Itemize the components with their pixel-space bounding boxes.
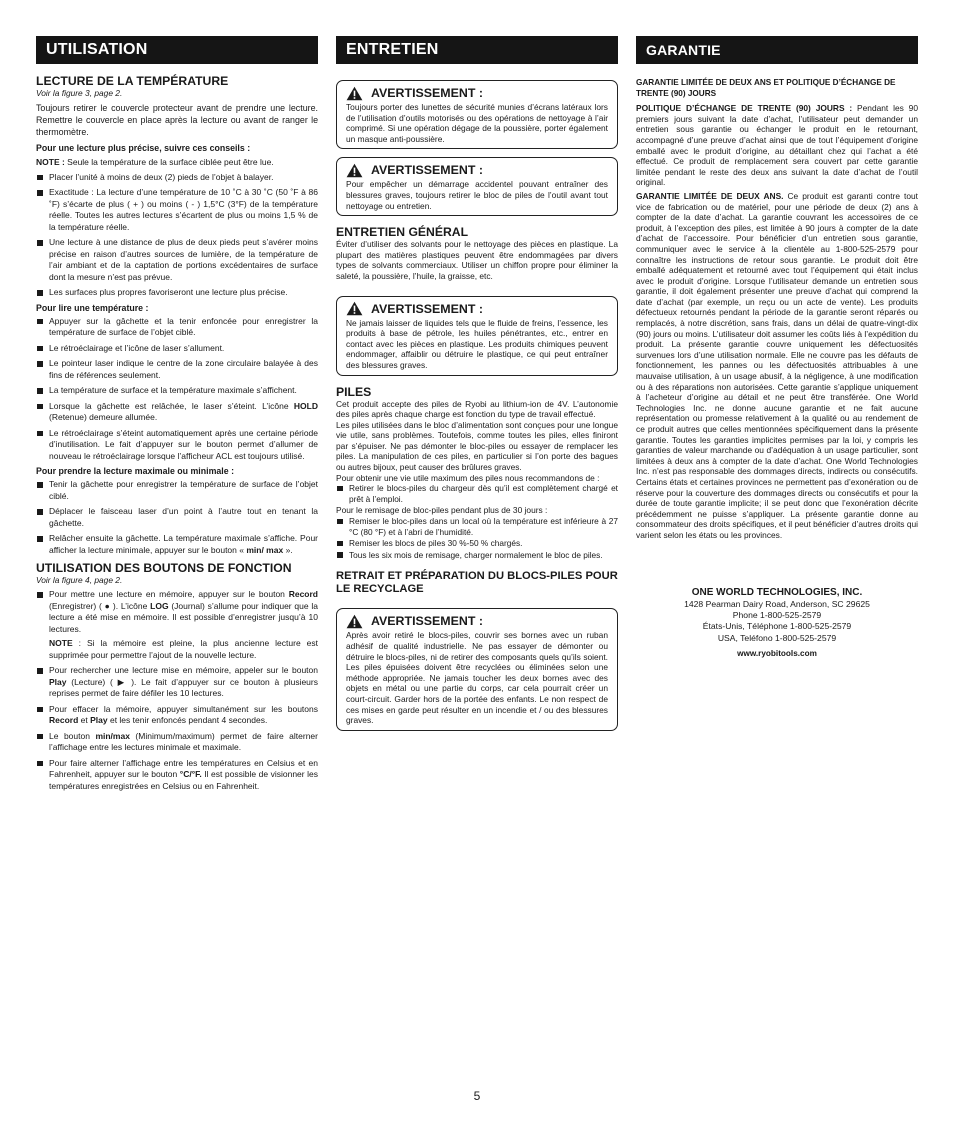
piles-list-2: [336, 516, 618, 560]
read-steps-list: [36, 316, 318, 463]
warning-text: Toujours porter des lunettes de sécurité munies d’écrans latéraux lors de l’utilisation d’outils motorisés ou des opérations de nettoyage à l’air comprimé. Si une opération dégage de la poussière, porter également un masque anti-poussière.: [346, 102, 608, 144]
warning-triangle-icon: [346, 614, 363, 629]
piles-p2: Les piles utilisées dans le bloc d’alimentation sont conçues pour une longue vie utile, sans problèmes. Toutefois, comme toutes les piles, elles finiront par s’épuiser. Ne pas démonter le bloc-piles ou essayer de remplacer les piles. La manipulation de ces piles, en particulier si l’on porte des bagues ou autres bijoux, peut causer des brûlures graves.: [336, 419, 618, 473]
list-item: Pour effacer la mémoire, appuyer simultanément sur les boutons Record et Play et les tenir enfoncés pendant 4 secondes.: [36, 704, 318, 727]
lecture-figure-ref: Voir la figure 3, page 2.: [36, 88, 123, 98]
boutons-figure-ref: Voir la figure 4, page 2.: [36, 575, 123, 586]
company-address: 1428 Pearman Dairy Road, Anderson, SC 29625: [684, 598, 870, 609]
entretien-banner: ENTRETIEN: [336, 36, 618, 64]
company-url[interactable]: www.ryobitools.com: [737, 649, 817, 659]
company-phone-fr: États-Unis, Téléphone 1-800-525-2579: [702, 621, 852, 632]
piles-heading: PILES: [336, 384, 372, 399]
lecture-heading: LECTURE DE LA TEMPÉRATURE: [36, 74, 229, 88]
list-item: Pour rechercher une lecture mise en mémoire, appeler sur le bouton Play (Lecture) ( ▶ ). Le fait d’appuyer sur ce bouton à plusieurs reprises permet de faire défiler les 10 lectures.: [36, 665, 318, 700]
entretien-general-heading: ENTRETIEN GÉNÉRAL: [336, 225, 469, 240]
warning-box: [336, 608, 618, 730]
list-item: Le rétroéclairage et l’icône de laser s’allument.: [36, 343, 318, 355]
list-item: Exactitude : La lecture d’une température de 10 ˚C à 30 ˚C (50 ˚F à 86 ˚F) s’écarte de plus ( + ) ou moins ( - ) 1,5°C (3°F) de la température réelle. Toutes les autres lectures s’écartent de plus ou moins 1,5 % de la température réelle.: [36, 187, 318, 233]
lecture-intro: Toujours retirer le couvercle protecteur avant de prendre une lecture. Remettre le couvercle en place après la lecture ou avant de ranger le thermomètre.: [36, 103, 318, 138]
company-phone: Phone 1-800-525-2579: [732, 609, 822, 620]
precise-label: Pour une lecture plus précise, suivre ces conseils :: [36, 142, 251, 153]
list-item: Pour mettre une lecture en mémoire, appuyer sur le bouton Record (Enregistrer) ( ● ). L’icône LOG (Journal) s’allume pour indiquer que la lecture a été mise en mémoire. Il est possible d’enregistrer jusqu’à 10 lectures. NOTE : Si la mémoire est pleine, la plus ancienne lecture est supprimée pour permettre l’ajout de la nouvelle lecture.: [36, 589, 318, 661]
list-item: Une lecture à une distance de plus de deux pieds peut s’avérer moins précise en raison d’autres sources de lumière, de la température de l’air ambiant et de la captation de portions excédentaires de surface dont la mesure n’est pas prévue.: [36, 237, 318, 283]
list-item: Placer l’unité à moins de deux (2) pieds de l’objet à balayer.: [36, 172, 318, 184]
utilisation-banner: UTILISATION: [36, 36, 318, 64]
list-item: Tenir la gâchette pour enregistrer la température de surface de l’objet ciblé.: [36, 479, 318, 502]
warning-title: AVERTISSEMENT :: [371, 163, 483, 178]
list-item: Le pointeur laser indique le centre de la zone circulaire balayée à des fins de références seulement.: [36, 358, 318, 381]
warning-box: [336, 296, 618, 376]
garantie-column: [636, 36, 918, 658]
warning-box: [336, 80, 618, 149]
entretien-column: [336, 36, 618, 731]
company-info: [636, 587, 918, 659]
list-item: Lorsque la gâchette est relâchée, le laser s’éteint. L’icône HOLD (Retenue) demeure allumée.: [36, 401, 318, 424]
piles-list-1: [336, 483, 618, 504]
company-phone-es: USA, Teléfono 1-800-525-2579: [717, 632, 837, 643]
garantie-echange: POLITIQUE D’ÉCHANGE DE TRENTE (90) JOURS : Pendant les 90 premiers jours suivant la date d’achat, l’utilisateur peut demander un entretien sous garantie ou échanger le produit en le retournant, accompagné d’une preuve d’achat ainsi que de tout l’équipement d’origine emballé avec le produit d’origine, au détaillant chez qui l’achat a été effectué. Ce produit de remplacement sera couvert par cette garantie limitée pendant le reste des deux ans suivant la date d’achat de l’outil original.: [636, 103, 918, 188]
list-item: Les surfaces plus propres favoriseront une lecture plus précise.: [36, 287, 318, 299]
garantie-title: GARANTIE LIMITÉE DE DEUX ANS ET POLITIQUE D’ÉCHANGE DE TRENTE (90) JOURS: [636, 78, 896, 98]
boutons-heading: UTILISATION DES BOUTONS DE FONCTION: [36, 561, 292, 576]
warning-triangle-icon: [346, 301, 363, 316]
list-item: Le bouton min/max (Minimum/maximum) permet de faire alterner l’affichage entre les lectures minimale et maximale.: [36, 731, 318, 754]
list-item: Tous les six mois de remisage, charger normalement le bloc de piles.: [336, 550, 618, 561]
warning-triangle-icon: [346, 86, 363, 101]
warning-title: AVERTISSEMENT :: [371, 86, 483, 100]
piles-p1: Cet produit accepte des piles de Ryobi au lithium-ion de 4V. L’autonomie des piles après chaque charge est fonction du type de travail effectué.: [336, 398, 618, 420]
list-item: Retirer le blocs-piles du chargeur dès qu’il est complètement chargé et prêt à l’emploi.: [336, 483, 618, 504]
boutons-list: [36, 589, 318, 792]
piles-p3: Pour obtenir une vie utile maximum des piles nous recommandons de :: [336, 472, 600, 483]
max-label: Pour prendre la lecture maximale ou minimale :: [36, 466, 234, 477]
list-item: Appuyer sur la gâchette et la tenir enfoncée pour enregistrer la température de surface de l’objet ciblé.: [36, 316, 318, 339]
lecture-note: NOTE : Seule la température de la surface ciblée peut être lue.: [36, 156, 274, 167]
company-name: ONE WORLD TECHNOLOGIES, INC.: [691, 586, 863, 598]
warning-text: Pour empêcher un démarrage accidentel pouvant entraîner des blessures graves, toujours retirer le bloc de piles de l’outil avant tout nettoyage ou entretien.: [346, 179, 608, 211]
garantie-deux-ans: GARANTIE LIMITÉE DE DEUX ANS. Ce produit est garanti contre tout vice de fabrication ou de matériel, pour une période de deux (2) ans à compter de la date d’achat. La garantie couvrant les accessoires de ce produit, à l’exception des piles, est limitée à 90 jours à compter de la date d’achat de l’accessoire. Pour bénéficier d’un entretien sous garantie, communiquer avec le service à la clientèle au 1-800-525-2579 pour connaître les instructions de retour sous garantie. Le produit doit être emballé adéquatement et retourné avec tout l’équipement qui était inclus avec le produit d’origine. Lorsque l’utilisateur demande un entretien sous garantie, il doit également présenter une preuve d’achat qui comprend la date d’achat (par exemple, un reçu ou un acte de vente). Les produits défectueux retournés pendant la période de la garantie seront réparés ou remplacés, à notre discrétion, sans frais, dans un délai de quatre-vingt-dix (90) jours ou moins. L’utilisateur doit assumer les coûts liés à l’expédition du produit. La présente garantie couvre uniquement les défectuosités survenues lors d’une utilisation normale. Elle ne couvre pas les défauts de fonctionnement, les pannes ou les défectuosités attribuables à une mauvaise utilisation, à un usage abusif, à la négligence, à une modification ou à des réparations non autorisées. Cette garantie s’applique uniquement à l’acheteur d’origine au détail et ne peut être transférée. One World Technologies Inc. ne donne aucune garantie et ne fait aucune représentation ou promesse relativement à la qualité ou au rendement de ce produit autres que celles mentionnées spécifiquement dans la présente garantie. Toutes les garanties implicites permises par la loi, y compris les garanties de valeur marchande ou d’adéquation à un usage particulier, sont limitées à deux ans à compter de la date d’achat. One World Technologies Inc. n’est pas responsable des dommages directs, indirects ou consécutifs. Certains états et certaines provinces ne permettent pas d’exonération ou de réserve pour la couverture des dommages directs ou consécutifs et pour la durée de toute garantie implicite; il se peut donc que l’exonération décrite précédemment ne puisse s’appliquer. La présente garantie donne au consommateur des droits spécifiques, et il peut bénéficier d’autres droits qui varient selon les états ou les provinces.: [636, 190, 918, 540]
max-steps-list: [36, 479, 318, 556]
utilisation-column: [36, 36, 318, 796]
list-item: Relâcher ensuite la gâchette. La température maximale s’affiche. Pour afficher la lecture minimale, appuyer sur le bouton « min/ max ».: [36, 533, 318, 556]
garantie-banner: GARANTIE: [636, 36, 918, 64]
warning-triangle-icon: [346, 163, 363, 178]
warning-box: [336, 157, 618, 216]
piles-p4: Pour le remisage de bloc-piles pendant plus de 30 jours :: [336, 505, 548, 516]
warning-text: Après avoir retiré le blocs-piles, couvrir ses bornes avec un ruban adhésif de qualité industrielle. Ne pas essayer de démonter ou détruire le blocs-piles, ni de retirer des composants quels qu’ils soient. Les piles épuisées doivent être recyclées ou éliminées selon une méthode appropriée. Ne jamais toucher les deux bornes avec des objets en métal ou une partie du corps, car cela pourrait créer un court-circuit. Garder hors de la portée des enfants. Le non respect de ces mises en garde peut résulter en un incendie et / ou des blessures graves.: [346, 630, 608, 726]
warning-text: Ne jamais laisser de liquides tels que le fluide de freins, l’essence, les produits à base de pétrole, les huiles pénétrantes, etc., entrer en contact avec les pièces en plastique. Les produits chimiques peuvent endommager, affaiblir ou détruire le plastique, ce qui peut entraîner des blessures graves.: [346, 317, 608, 370]
tips-list: [36, 172, 318, 299]
list-item: Remiser le bloc-piles dans un local où la température est inférieure à 27 °C (80 °F) et à l’abri de l’humidité.: [336, 516, 618, 537]
warning-title: AVERTISSEMENT :: [371, 614, 483, 629]
read-label: Pour lire une température :: [36, 302, 149, 313]
list-item: Pour faire alterner l’affichage entre les températures en Celsius et en Fahrenheit, appuyer sur le bouton °C/°F. Il est possible de visionner les températures enregistrées en Celsius ou en Fahrenheit.: [36, 758, 318, 793]
list-item: Déplacer le faisceau laser d’un point à l’autre tout en tenant la gâchette.: [36, 506, 318, 529]
list-item: Remiser les blocs de piles 30 %-50 % chargés.: [336, 538, 618, 549]
entretien-general-text: Éviter d’utiliser des solvants pour le nettoyage des pièces en plastique. La plupart des matières plastiques peuvent être endommagées par divers types de solvants commerciaux. Utiliser un chiffon propre pour éliminer la saleté, la poussière, l’huile, la graisse, etc.: [336, 239, 618, 281]
list-item: Le rétroéclairage s’éteint automatiquement après une certaine période d’inutilisation. Le fait d’appuyer sur le bouton permet d’allumer de nouveau le rétroéclairage lorsque l’afficheur ACL est toujours utilisé.: [36, 428, 318, 463]
recyclage-heading: RETRAIT ET PRÉPARATION DU BLOCS-PILES POUR LE RECYCLAGE: [336, 570, 618, 596]
page-number: 5: [473, 1089, 481, 1103]
warning-title: AVERTISSEMENT :: [371, 301, 483, 316]
list-item: La température de surface et la température maximale s’affichent.: [36, 385, 318, 397]
